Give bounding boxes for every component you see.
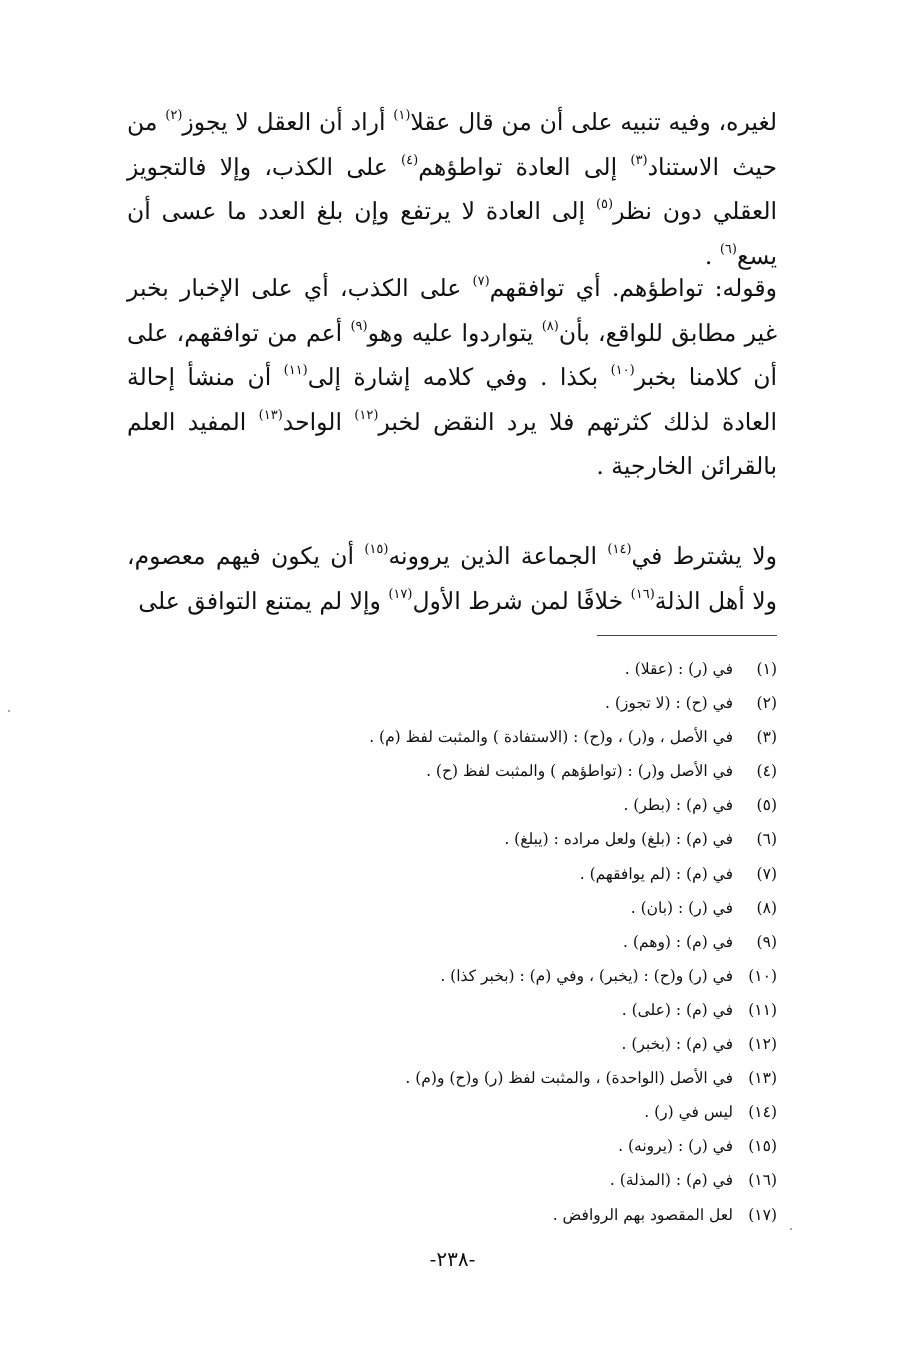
footnote-number: (٣) xyxy=(756,728,777,747)
text-run: لغيره، وفيه تنبيه على أن من قال عقلا xyxy=(410,108,777,136)
footnote xyxy=(157,754,777,788)
text-run: خلافًا لمن شرط الأول xyxy=(412,586,631,615)
text-run: . xyxy=(704,241,720,270)
text-run: أن يكون فيهم معصوم، ولا أهل الذلة xyxy=(127,542,777,615)
footnote-marker: (١٧) xyxy=(388,586,413,602)
footnote xyxy=(157,1129,777,1163)
footnote xyxy=(157,720,777,754)
footnote-marker: (٢) xyxy=(165,108,183,123)
footnote-number: (١٠) xyxy=(748,966,777,985)
text-run: وإلا لم يمتنع التوافق على xyxy=(138,586,389,615)
footnote-text: في (م) : (على) . xyxy=(621,1000,733,1019)
footnote-text: في (م) : (وهم) . xyxy=(623,932,733,951)
text-run: أعم من توافقهم، على أن كلامنا بخبر xyxy=(127,318,777,391)
footnote-number: (٥) xyxy=(756,796,777,815)
body-paragraph xyxy=(127,534,777,623)
footnote xyxy=(157,857,777,891)
footnote xyxy=(157,788,777,822)
scan-speck xyxy=(8,710,10,712)
footnote xyxy=(157,1198,777,1232)
footnote xyxy=(157,652,777,686)
text-run: الجماعة الذين يروونه xyxy=(388,542,608,570)
footnote-text: في (ح) : (لا تجوز) . xyxy=(605,694,733,713)
body-paragraph xyxy=(127,100,777,278)
footnote-number: (١٢) xyxy=(748,1035,777,1054)
footnote-marker: (٥) xyxy=(595,197,614,212)
footnote xyxy=(157,686,777,720)
footnote xyxy=(157,1163,777,1197)
footnote-marker: (٩) xyxy=(350,318,368,334)
footnote-text: في (ر) : (يرونه) . xyxy=(618,1137,733,1156)
footnote-marker: (٤) xyxy=(401,152,419,168)
footnote-text: في الأصل ، و(ر) ، و(ح) : (الاستفادة ) والمثبت لفظ (م) . xyxy=(369,728,733,747)
footnotes-list xyxy=(157,652,777,1232)
footnote-number: (٩) xyxy=(756,932,777,951)
footnote-number: (١٦) xyxy=(748,1171,777,1190)
footnote-number: (٨) xyxy=(756,898,777,917)
footnote-text: في الأصل و(ر) : (تواطؤهم ) والمثبت لفظ (ح) . xyxy=(426,762,733,781)
footnote-number: (١٣) xyxy=(748,1069,777,1088)
footnote-marker: (١١) xyxy=(283,363,308,378)
footnote-divider xyxy=(597,635,777,636)
footnote-marker: (١) xyxy=(393,108,411,123)
footnote-marker: (٨) xyxy=(541,318,559,334)
body-paragraph xyxy=(127,266,777,489)
footnote-text: في (م) : (المذلة) . xyxy=(609,1171,733,1190)
text-run: المفيد العلم بالقرائن الخارجية . xyxy=(127,407,777,480)
footnote-text: في (ر) : (عقلا) . xyxy=(624,660,733,678)
footnote-number: (٢) xyxy=(756,694,777,713)
footnote-number: (٤) xyxy=(756,762,777,781)
footnote-marker: (١٢) xyxy=(354,407,379,423)
footnote-text: في (م) : (بلغ) ولعل مراده : (يبلغ) . xyxy=(504,830,733,849)
footnote xyxy=(157,1061,777,1095)
footnote-number: (١٧) xyxy=(748,1205,777,1224)
footnote-number: (١٥) xyxy=(748,1137,777,1156)
text-run: إلى العادة لا يرتفع وإن بلغ العدد ما عسى أن يسع xyxy=(127,197,777,270)
footnote-number: (٧) xyxy=(756,864,777,883)
text-run: على الكذب، وإلا فالتجويز العقلي دون نظر xyxy=(127,152,778,225)
footnote-marker: (٣) xyxy=(630,152,648,168)
text-run: ولا يشترط في xyxy=(631,542,777,570)
text-run: إلى العادة تواطؤهم xyxy=(418,152,631,181)
footnote-text: في (ر) : (بان) . xyxy=(630,898,733,917)
footnote xyxy=(157,959,777,993)
text-run: الواحد xyxy=(282,407,355,436)
footnote-text: في (م) : (لم يوافقهم) . xyxy=(579,864,733,883)
footnote-marker: (١٤) xyxy=(607,542,632,557)
text-run: من حيث الاستناد xyxy=(127,108,777,181)
footnote-text: لعل المقصود بهم الروافض . xyxy=(552,1205,733,1224)
footnote xyxy=(157,1095,777,1129)
text-run: بكذا . وفي كلامه إشارة إلى xyxy=(307,363,611,391)
footnote-marker: (٦) xyxy=(719,241,737,257)
footnote xyxy=(157,1027,777,1061)
footnote-text: في الأصل (الواحدة) ، والمثبت لفظ (ر) و(ح) و(م) . xyxy=(405,1069,733,1088)
footnote-text: ليس في (ر) . xyxy=(644,1103,733,1122)
footnote-number: (١١) xyxy=(748,1000,777,1019)
footnote-text: في (م) : (بطر) . xyxy=(623,796,733,815)
footnote-number: (١) xyxy=(756,660,777,678)
page-number: -٢٣٨- xyxy=(429,1247,476,1271)
text-run: على الكذب، أي على الإخبار بخبر غير مطابق للواقع، بأن xyxy=(127,274,777,347)
text-run: أن منشأ إحالة العادة لذلك كثرتهم فلا يرد النقض لخبر xyxy=(127,363,777,436)
footnote-text: في (ر) و(ح) : (يخبر) ، وفي (م) : (بخبر كذا) . xyxy=(440,966,733,985)
text-run: يتواردوا عليه وهو xyxy=(367,318,542,347)
text-run: وقوله: تواطؤهم. أي توافقهم xyxy=(489,274,777,302)
footnote-number: (١٤) xyxy=(748,1103,777,1122)
footnote xyxy=(157,993,777,1027)
footnote xyxy=(157,925,777,959)
footnote-marker: (١٣) xyxy=(258,407,283,423)
scan-speck xyxy=(790,1228,792,1230)
footnote xyxy=(157,822,777,856)
footnote xyxy=(157,891,777,925)
text-run: أراد أن العقل لا يجوز xyxy=(182,108,394,136)
footnote-text: في (م) : (بخبر) . xyxy=(621,1035,733,1054)
footnote-number: (٦) xyxy=(756,830,777,849)
footnote-marker: (١٦) xyxy=(630,586,655,602)
footnote-marker: (٧) xyxy=(472,274,490,289)
footnote-marker: (١٠) xyxy=(610,363,635,378)
footnote-marker: (١٥) xyxy=(364,542,389,557)
